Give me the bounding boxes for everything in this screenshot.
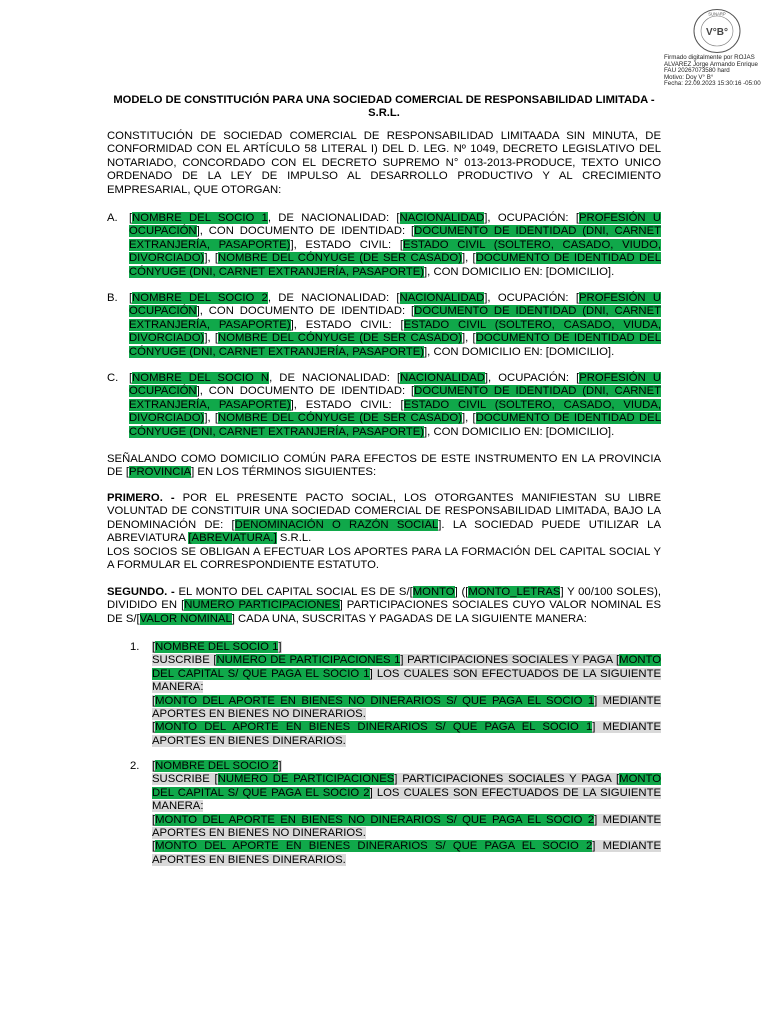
clausula-label: PRIMERO. -: [107, 492, 175, 504]
clausula-primero: PRIMERO. - POR EL PRESENTE PACTO SOCIAL, LOS OTORGANTES MANIFIESTAN SU LIBRE VOLUNTAD DE CONSTITUIR UNA SOCIEDAD COMERCIAL DE RESPONSABILIDAD LIMITADA, BAJO LA DENOMINACIÓN DE: [DENOMINACIÓN O RAZÓN SOCIAL]. LA SOCIEDAD PUEDE UTILIZAR LA ABREVIATURA [ABREVIATURA.] S.R.L. LOS SOCIOS SE OBLIGAN A EFECTUAR LOS APORTES PARA LA FORMACIÓN DEL CAPITAL SOCIAL Y A FORMULAR EL CORRESPONDIENTE ESTATUTO.: [107, 492, 662, 572]
signature-line: Firmado digitalmente por ROJAS: [664, 54, 755, 61]
signature-line: FAU 20267073580 hard: [664, 67, 730, 75]
seal-top-text: SUNARP: [708, 11, 726, 17]
placeholder-ocupacion: PROFESIÓN U OCUPACIÓN: [129, 372, 661, 398]
placeholder-documento: DOCUMENTO DE IDENTIDAD (DNI, CARNET EXTRANJERÍA, PASAPORTE): [129, 225, 661, 251]
placeholder-socio-name: NOMBRE DEL SOCIO 1: [155, 641, 279, 653]
placeholder-monto-capital: MONTO DEL CAPITAL S/ QUE PAGA EL SOCIO 2: [152, 773, 661, 799]
placeholder-abreviatura: [ABREVIATURA.]: [188, 532, 277, 545]
placeholder-estado-civil: ESTADO CIVIL (SOLTERO, CASADO, VIUDA, DIVORCIADO): [129, 398, 662, 425]
signature-line: ALVAREZ Jorge Armando Enrique: [664, 60, 759, 68]
placeholder-estado-civil: ESTADO CIVIL (SOLTERO, CASADO, VIUDA, DIVORCIADO): [129, 318, 662, 345]
placeholder-documento: DOCUMENTO DE IDENTIDAD (DNI, CARNET EXTRANJERÍA, PASAPORTE): [129, 385, 661, 411]
item-letter: B.: [107, 292, 118, 304]
placeholder-doc-conyuge: DOCUMENTO DE IDENTIDAD DEL CÓNYUGE (DNI, CARNET EXTRANJERÍA, PASAPORTE): [129, 412, 661, 438]
digital-signature-info: [664, 55, 766, 88]
placeholder-estado-civil: ESTADO CIVIL (SOLTERO, CASADO, VIUDO, DIVORCIADO): [129, 238, 662, 265]
item-number: 2.: [130, 760, 140, 772]
sunarp-seal-icon: [692, 8, 742, 54]
placeholder-denominacion: DENOMINACIÓN O RAZÓN SOCIAL: [234, 518, 439, 531]
placeholder-doc-conyuge: DOCUMENTO DE IDENTIDAD DEL CÓNYUGE (DNI, CARNET EXTRANJERÍA, PASAPORTE): [129, 252, 661, 278]
clausula-segundo: SEGUNDO. - EL MONTO DEL CAPITAL SOCIAL ES DE S/[MONTO] ([MONTO_LETRAS] Y 00/100 SOLES), DIVIDIDO EN [NUMERO PARTICIPACIONES] PARTICIPACIONES SOCIALES CUYO VALOR NOMINAL ES DE S/[VALOR NOMINAL] CADA UNA, SUSCRITAS Y PAGADAS DE LA SIGUIENTE MANERA:: [107, 586, 661, 625]
document-title: MODELO DE CONSTITUCIÓN PARA UNA SOCIEDAD COMERCIAL DE RESPONSABILIDAD LIMITADA - S.R.L.: [113, 94, 655, 120]
placeholder-conyuge: NOMBRE DEL CÓNYUGE (DE SER CASADO): [218, 252, 462, 265]
domicilio-paragraph: SEÑALANDO COMO DOMICILIO COMÚN PARA EFECTOS DE ESTE INSTRUMENTO EN LA PROVINCIA DE [PROVINCIA] EN LOS TÉRMINOS SIGUIENTES:: [107, 453, 661, 479]
placeholder-participaciones: NUMERO DE PARTICIPACIONES: [217, 773, 395, 786]
item-number: 1.: [130, 641, 140, 653]
placeholder-no-dinerarios: MONTO DEL APORTE EN BIENES NO DINERARIOS S/ QUE PAGA EL SOCIO 2: [155, 813, 595, 826]
clausula-primero-p2: LOS SOCIOS SE OBLIGAN A EFECTUAR LOS APORTES PARA LA FORMACIÓN DEL CAPITAL SOCIAL Y A FORMULAR EL CORRESPONDIENTE ESTATUTO.: [107, 545, 661, 572]
placeholder-ocupacion: PROFESIÓN U OCUPACIÓN: [129, 292, 661, 318]
placeholder-monto-capital: MONTO DEL CAPITAL S/ QUE PAGA EL SOCIO 1: [152, 654, 661, 680]
placeholder-nacionalidad: NACIONALIDAD: [400, 372, 485, 384]
placeholder-monto: MONTO: [412, 586, 455, 598]
placeholder-socio-name: NOMBRE DEL SOCIO N: [132, 372, 270, 384]
socio-item: A. [NOMBRE DEL SOCIO 1, DE NACIONALIDAD: [NACIONALIDAD], OCUPACIÓN: [PROFESIÓN U OCUPACIÓN], CON DOCUMENTO DE IDENTIDAD: [DOCUMENTO DE IDENTIDAD (DNI, CARNET EXTRANJERÍA, PASAPORTE)], ESTADO CIVIL: [ESTADO CIVIL (SOLTERO, CASADO, VIUDO, DIVORCIADO)], [NOMBRE DEL CÓNYUGE (DE SER CASADO)], [DOCUMENTO DE IDENTIDAD DEL CÓNYUGE (DNI, CARNET EXTRANJERÍA, PASAPORTE)], CON DOMICILIO EN: [DOMICILIO].: [107, 212, 662, 278]
placeholder-no-dinerarios: MONTO DEL APORTE EN BIENES NO DINERARIOS S/ QUE PAGA EL SOCIO 1: [155, 694, 595, 707]
placeholder-socio-name: NOMBRE DEL SOCIO 1: [132, 212, 268, 224]
signature-line: Motivo: Doy V° B°: [664, 73, 714, 81]
intro-paragraph: CONSTITUCIÓN DE SOCIEDAD COMERCIAL DE RESPONSABILIDAD LIMITAADA SIN MINUTA, DE CONFORMIDAD CON EL ARTÍCULO 58 LITERAL I) DEL D. LEG. Nº 1049, DECRETO LEGISLATIVO DEL NOTARIADO, CONCORDADO CON EL DECRETO SUPREMO N° 013-2013-PRODUCE, TEXTO UNICO ORDENADO DE LA LEY DE IMPULSO AL DESARROLLO PRODUCTIVO Y AL CRECIMIENTO EMPRESARIAL, QUE OTORGAN:: [107, 130, 661, 196]
placeholder-conyuge: NOMBRE DEL CÓNYUGE (DE SER CASADO): [218, 332, 462, 345]
placeholder-doc-conyuge: DOCUMENTO DE IDENTIDAD DEL CÓNYUGE (DNI, CARNET EXTRANJERÍA, PASAPORTE): [129, 332, 661, 358]
placeholder-nacionalidad: NACIONALIDAD: [399, 212, 485, 224]
placeholder-participaciones: NUMERO DE PARTICIPACIONES 1: [216, 654, 401, 667]
placeholder-nacionalidad: NACIONALIDAD: [399, 292, 485, 304]
placeholder-participaciones: NUMERO PARTICIPACIONES: [184, 599, 340, 612]
clausula-label: SEGUNDO. -: [107, 586, 175, 598]
placeholder-dinerarios: MONTO DEL APORTE EN BIENES DINERARIOS S/ QUE PAGA EL SOCIO 1: [155, 721, 593, 734]
socio-item: C. [NOMBRE DEL SOCIO N, DE NACIONALIDAD: [NACIONALIDAD], OCUPACIÓN: [PROFESIÓN U OCUPACIÓN], CON DOCUMENTO DE IDENTIDAD: [DOCUMENTO DE IDENTIDAD (DNI, CARNET EXTRANJERÍA, PASAPORTE)], ESTADO CIVIL: [ESTADO CIVIL (SOLTERO, CASADO, VIUDA, DIVORCIADO)], [NOMBRE DEL CÓNYUGE (DE SER CASADO)], [DOCUMENTO DE IDENTIDAD DEL CÓNYUGE (DNI, CARNET EXTRANJERÍA, PASAPORTE)], CON DOMICILIO EN: [DOMICILIO].: [107, 372, 662, 438]
placeholder-ocupacion: PROFESIÓN U OCUPACIÓN: [129, 212, 661, 238]
aporte-item: 2. [NOMBRE DEL SOCIO 2] SUSCRIBE [NUMERO DE PARTICIPACIONES] PARTICIPACIONES SOCIALES Y PAGA [MONTO DEL CAPITAL S/ QUE PAGA EL SOCIO 2] LOS CUALES SON EFECTUADOS DE LA SIGUIENTE MANERA: [MONTO DEL APORTE EN BIENES NO DINERARIOS S/ QUE PAGA EL SOCIO 2] MEDIANTE APORTES EN BIENES NO DINERARIOS. [MONTO DEL APORTE EN BIENES DINERARIOS S/ QUE PAGA EL SOCIO 2] MEDIANTE APORTES EN BIENES DINERARIOS.: [130, 760, 662, 866]
socio-item: B. [NOMBRE DEL SOCIO 2, DE NACIONALIDAD: [NACIONALIDAD], OCUPACIÓN: [PROFESIÓN U OCUPACIÓN], CON DOCUMENTO DE IDENTIDAD: [DOCUMENTO DE IDENTIDAD (DNI, CARNET EXTRANJERÍA, PASAPORTE)], ESTADO CIVIL: [ESTADO CIVIL (SOLTERO, CASADO, VIUDA, DIVORCIADO)], [NOMBRE DEL CÓNYUGE (DE SER CASADO)], [DOCUMENTO DE IDENTIDAD DEL CÓNYUGE (DNI, CARNET EXTRANJERÍA, PASAPORTE)], CON DOMICILIO EN: [DOMICILIO].: [107, 292, 662, 358]
placeholder-monto-letras: MONTO_LETRAS: [468, 586, 561, 598]
item-letter: A.: [107, 212, 118, 224]
placeholder-documento: DOCUMENTO DE IDENTIDAD (DNI, CARNET EXTRANJERÍA, PASAPORTE): [129, 305, 661, 331]
placeholder-socio-name: NOMBRE DEL SOCIO 2: [155, 760, 279, 772]
placeholder-valor-nominal: VALOR NOMINAL: [139, 612, 232, 625]
placeholder-provincia: PROVINCIA: [128, 466, 192, 479]
placeholder-socio-name: NOMBRE DEL SOCIO 2: [132, 292, 268, 304]
item-letter: C.: [107, 372, 119, 384]
seal-mark-text: V°B°: [706, 27, 728, 38]
placeholder-dinerarios: MONTO DEL APORTE EN BIENES DINERARIOS S/ QUE PAGA EL SOCIO 2: [155, 840, 593, 853]
signature-line: Fecha: 22.09.2023 15:30:16 -05:00: [664, 80, 761, 88]
placeholder-conyuge: NOMBRE DEL CÓNYUGE (DE SER CASADO): [218, 412, 462, 425]
aporte-item: 1. [NOMBRE DEL SOCIO 1] SUSCRIBE [NUMERO DE PARTICIPACIONES 1] PARTICIPACIONES SOCIALES Y PAGA [MONTO DEL CAPITAL S/ QUE PAGA EL SOCIO 1] LOS CUALES SON EFECTUADOS DE LA SIGUIENTE MANERA: [MONTO DEL APORTE EN BIENES NO DINERARIOS S/ QUE PAGA EL SOCIO 1] MEDIANTE APORTES EN BIENES NO DINERARIOS. [MONTO DEL APORTE EN BIENES DINERARIOS S/ QUE PAGA EL SOCIO 1] MEDIANTE APORTES EN BIENES DINERARIOS.: [130, 641, 662, 747]
